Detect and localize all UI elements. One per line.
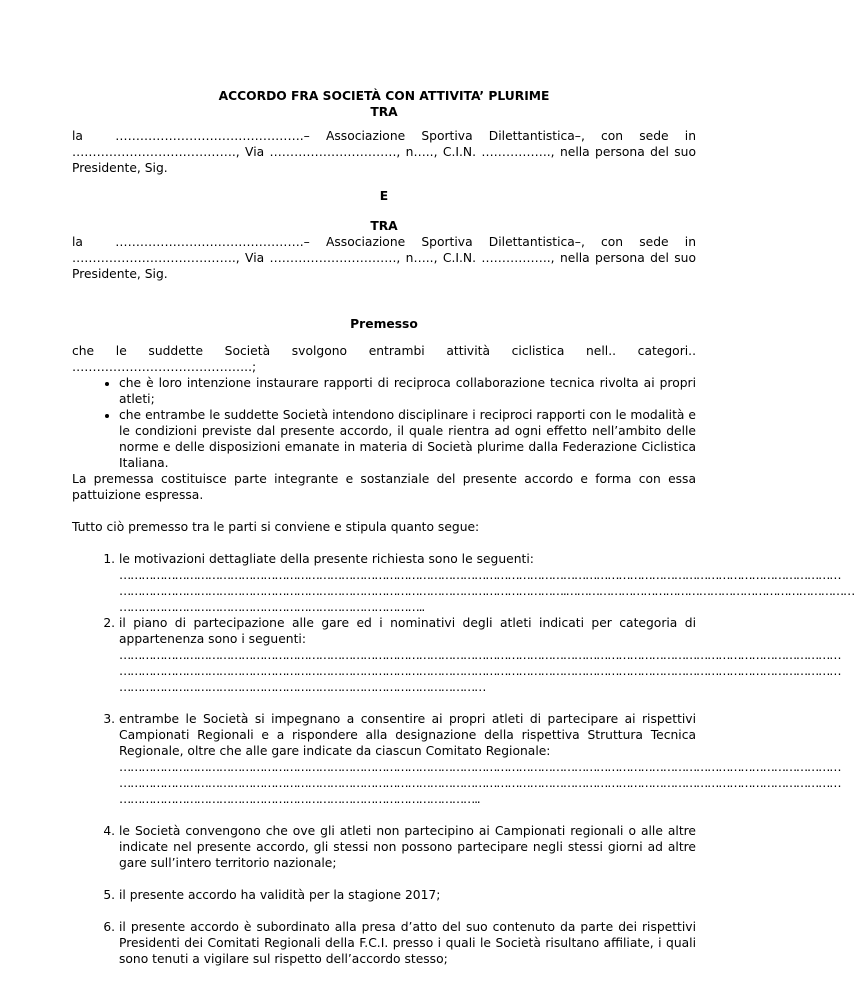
bullet-item: • che è loro intenzione instaurare rapporti di reciproca collaborazione tecnica rivolta ai propri atleti; <box>119 375 696 407</box>
clause-text: il piano di partecipazione alle gare ed i nominativi degli atleti indicati per categoria di appartenenza sono i seguenti: <box>119 616 696 646</box>
clause-item <box>119 823 696 887</box>
clause-item <box>119 919 696 967</box>
bullet-item: • che entrambe le suddette Società intendono disciplinare i reciproci rapporti con le modalità e le condizioni previste dal presente accordo, il quale rientra ad ogni effetto nell’ambito delle norme e delle disposizioni emanate in materia di Società plurime dalla Federazione Ciclistica Italiana. <box>119 407 696 471</box>
clause-item <box>119 711 841 823</box>
clause-item <box>119 887 696 919</box>
tra-heading-2: TRA <box>370 219 398 233</box>
clause-text: le motivazioni dettagliate della presente richiesta sono le seguenti: <box>119 552 534 566</box>
premesso-bullets <box>72 375 696 471</box>
party-1-line-2: …………………………………., Via …………………………., n….., C.I.N. …………….., nella persona del suo <box>72 145 696 159</box>
premesso-heading: Premesso <box>350 317 418 331</box>
party-2-line-2: …………………………………., Via …………………………., n….., C.I.N. …………….., nella persona del suo <box>72 251 696 265</box>
tra-heading: TRA <box>370 105 398 119</box>
party-2-line-1: la ……………………………………….– Associazione Sportiva Dilettantistica–, con sede in <box>72 235 696 249</box>
premesso-line-1: che le suddette Società svolgono entrambi attività ciclistica nell.. categori.. <box>72 344 696 358</box>
clause-text: entrambe le Società si impegnano a consentire ai propri atleti di partecipare ai rispettivi Campionati Regionali e a rispondere alla designazione della rispettiva Struttura Tecnica Regionale, oltre che alle gare indicate da ciascun Comitato Regionale: <box>119 712 696 758</box>
fill-line: ………………………………………………………………………………………………………….…………………………………………………………………… <box>119 584 854 598</box>
clause-text: il presente accordo è subordinato alla presa d’atto del suo contenuto da parte dei rispettivi Presidenti dei Comitati Regionali della F.C.I. presso i quali le Società risultano affiliate, i quali sono tenuti a vigilare sul rispetto dell’accordo stesso; <box>119 920 696 966</box>
fill-line: …………………………………………………………………………………….. <box>119 792 480 806</box>
e-heading: E <box>379 189 389 203</box>
fill-line: …………………………………………………………………………………………………………………………………………………………………………… <box>119 776 841 790</box>
fill-line: ……………………………………………………………………….. <box>119 600 425 614</box>
clause-text: le Società convengono che ove gli atleti non partecipino ai Campionati regionali o alle altre indicate nel presente accordo, gli stessi non possono partecipare negli stessi giorni ad altre gare sull’intero territorio nazionale; <box>119 824 696 870</box>
premessa-paragraph: La premessa costituisce parte integrante e sostanziale del presente accordo e forma con essa pattuizione espressa. <box>72 472 696 502</box>
document-page <box>72 88 854 967</box>
fill-line: …………………………………………………………………………………………………………………………………………………………………………… <box>119 760 841 774</box>
party-2-line-3: Presidente, Sig. <box>72 267 168 281</box>
clauses-list <box>72 551 854 967</box>
clause-text: il presente accordo ha validità per la stagione 2017; <box>119 888 441 902</box>
party-1-line-3: Presidente, Sig. <box>72 161 168 175</box>
party-1-line-1: la ……………………………………….– Associazione Sportiva Dilettantistica–, con sede in <box>72 129 696 143</box>
fill-line: …………………………………………………………………………………………………………………………………………………………………………… <box>119 568 841 582</box>
clause-item <box>119 551 854 615</box>
document-title: ACCORDO FRA SOCIETÀ CON ATTIVITA’ PLURIME <box>218 89 550 103</box>
fill-line: …………………………………………………………………………………………………………………………………………………………………………… <box>119 648 841 662</box>
premesso-line-2: ……………………………………..; <box>72 360 257 374</box>
fill-line: ……………………………………………………………………………………… <box>119 680 486 694</box>
clause-item <box>119 615 841 711</box>
intro-paragraph: Tutto ciò premesso tra le parti si conviene e stipula quanto segue: <box>72 520 480 534</box>
fill-line: …………………………………………………………………………………………………………………………………………………………………………… <box>119 664 841 678</box>
